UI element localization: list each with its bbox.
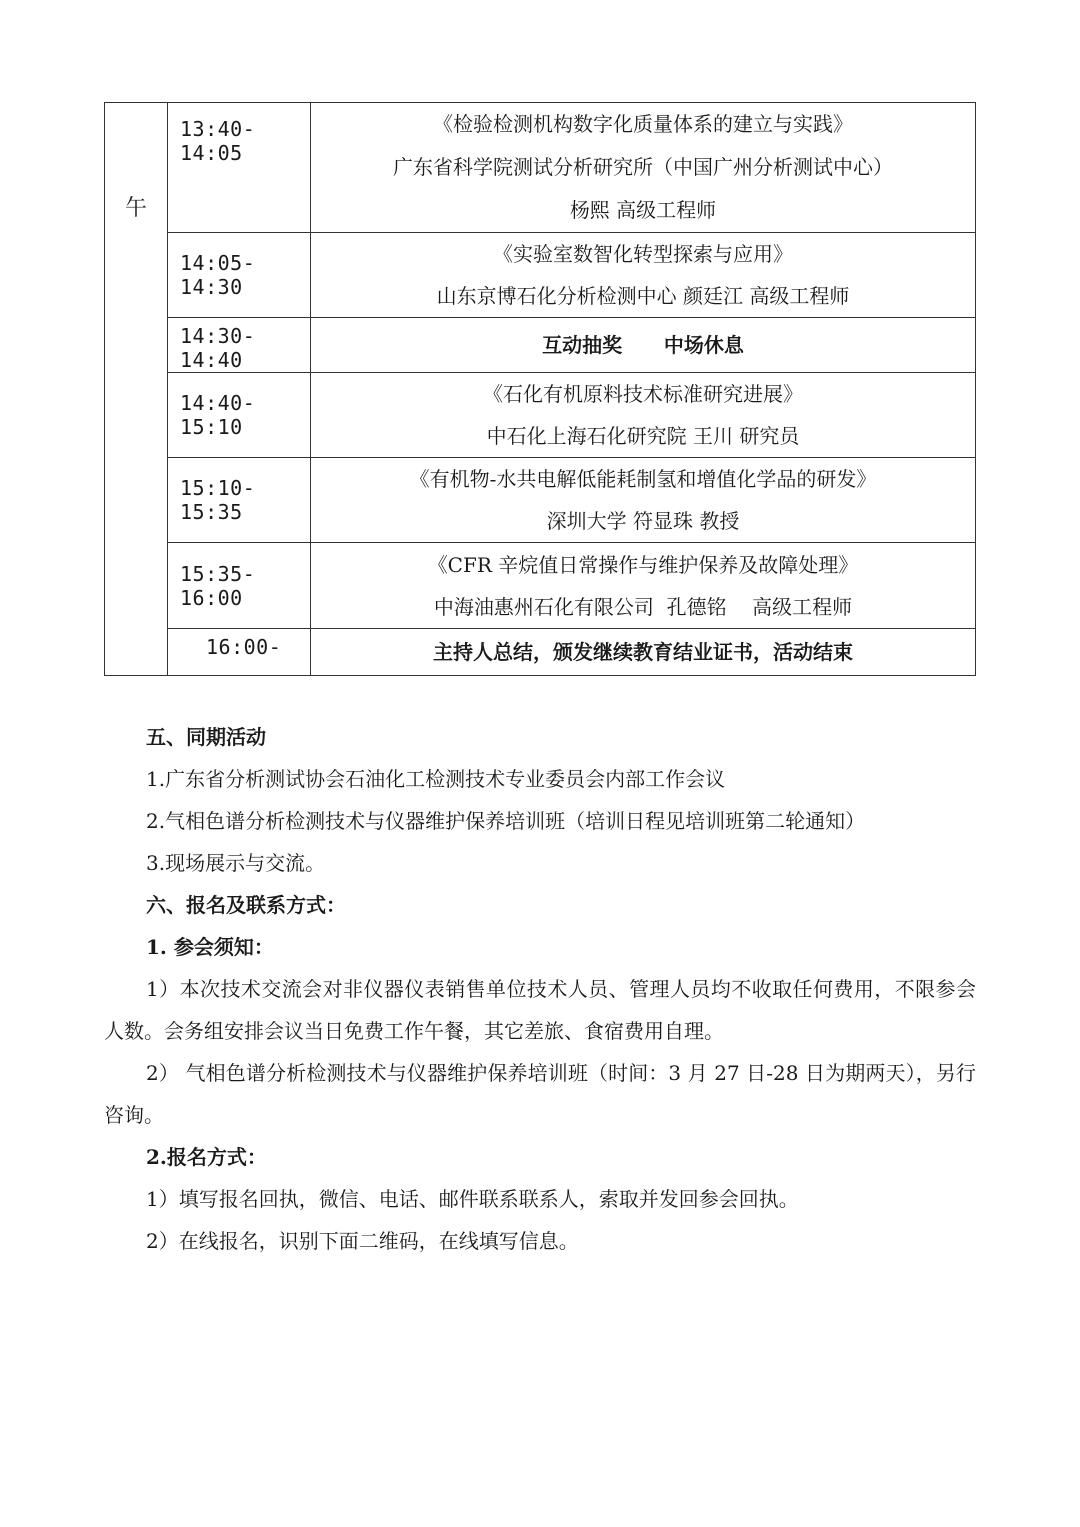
table-row — [105, 543, 976, 629]
table-row — [105, 629, 976, 676]
talk-title: 《石化有机原料技术标准研究进展》 — [483, 382, 803, 406]
time-cell — [168, 233, 311, 318]
time-text: 13:40-14:05 — [180, 117, 256, 165]
time-text: 14:40-15:10 — [180, 391, 256, 439]
speaker-info: 中石化上海石化研究院 王川 研究员 — [486, 424, 800, 448]
talk-title: 《CFR 辛烷值日常操作与维护保养及故障处理》 — [427, 552, 859, 577]
content-cell — [311, 103, 976, 233]
time-cell — [168, 103, 311, 233]
paragraph: 2）在线报名，识别下面二维码，在线填写信息。 — [146, 1229, 579, 1253]
speaker-org: 广东省科学院测试分析研究所（中国广州分析测试中心） — [393, 155, 893, 179]
time-cell — [168, 543, 311, 629]
list-item: 2.气相色谱分析检测技术与仪器维护保养培训班（培训日程见培训班第二轮通知） — [146, 809, 866, 833]
time-text: 14:05-14:30 — [180, 251, 256, 299]
content-cell — [311, 543, 976, 629]
time-cell — [168, 458, 311, 543]
time-text: 14:30-14:40 — [180, 324, 256, 372]
table-row — [105, 233, 976, 318]
time-text: 16:00- — [206, 635, 282, 659]
time-cell — [168, 373, 311, 458]
content-cell — [311, 233, 976, 318]
period-label: 午 — [124, 196, 147, 221]
talk-title: 《有机物-水共电解低能耗制氢和增值化学品的研发》 — [409, 467, 877, 491]
section-heading-5: 五、同期活动 — [146, 725, 266, 749]
speaker-name: 杨熙 高级工程师 — [569, 198, 717, 222]
content-cell — [311, 458, 976, 543]
body-text — [104, 716, 976, 1262]
speaker-info: 山东京博石化分析检测中心 颜廷江 高级工程师 — [436, 284, 850, 308]
time-text: 15:10-15:35 — [180, 476, 256, 524]
paragraph: 1）本次技术交流会对非仪器仪表销售单位技术人员、管理人员均不收取任何费用，不限参会人数。会务组安排会议当日免费工作午餐，其它差旅、食宿费用自理。 — [104, 977, 976, 1043]
table-row — [105, 318, 976, 373]
speaker-info: 中海油惠州石化有限公司 孔德铭 高级工程师 — [433, 594, 853, 619]
paragraph: 2） 气相色谱分析检测技术与仪器维护保养培训班（时间：3 月 27 日-28 日为期两天），另行咨询。 — [104, 1061, 976, 1127]
subsection-heading: 1. 参会须知： — [146, 935, 274, 959]
closing-text: 主持人总结，颁发继续教育结业证书，活动结束 — [433, 640, 853, 664]
subsection-heading: 2.报名方式： — [146, 1145, 267, 1169]
content-cell — [311, 373, 976, 458]
break-text: 互动抽奖 中场休息 — [542, 333, 744, 357]
period-cell — [105, 103, 168, 676]
list-item: 1.广东省分析测试协会石油化工检测技术专业委员会内部工作会议 — [146, 767, 726, 791]
talk-title: 《实验室数智化转型探索与应用》 — [493, 242, 793, 266]
content-cell — [311, 318, 976, 373]
table-row — [105, 458, 976, 543]
time-cell — [168, 318, 311, 373]
schedule-table — [104, 102, 976, 676]
table-row — [105, 373, 976, 458]
content-cell — [311, 629, 976, 676]
paragraph: 1）填写报名回执，微信、电话、邮件联系联系人，索取并发回参会回执。 — [146, 1187, 799, 1211]
time-text: 15:35-16:00 — [180, 561, 256, 610]
section-heading-6: 六、报名及联系方式： — [146, 893, 346, 917]
speaker-info: 深圳大学 符显珠 教授 — [546, 509, 740, 533]
time-cell — [168, 629, 311, 676]
talk-title: 《检验检测机构数字化质量体系的建立与实践》 — [433, 112, 853, 136]
list-item: 3.现场展示与交流。 — [146, 851, 326, 875]
table-row — [105, 103, 976, 233]
